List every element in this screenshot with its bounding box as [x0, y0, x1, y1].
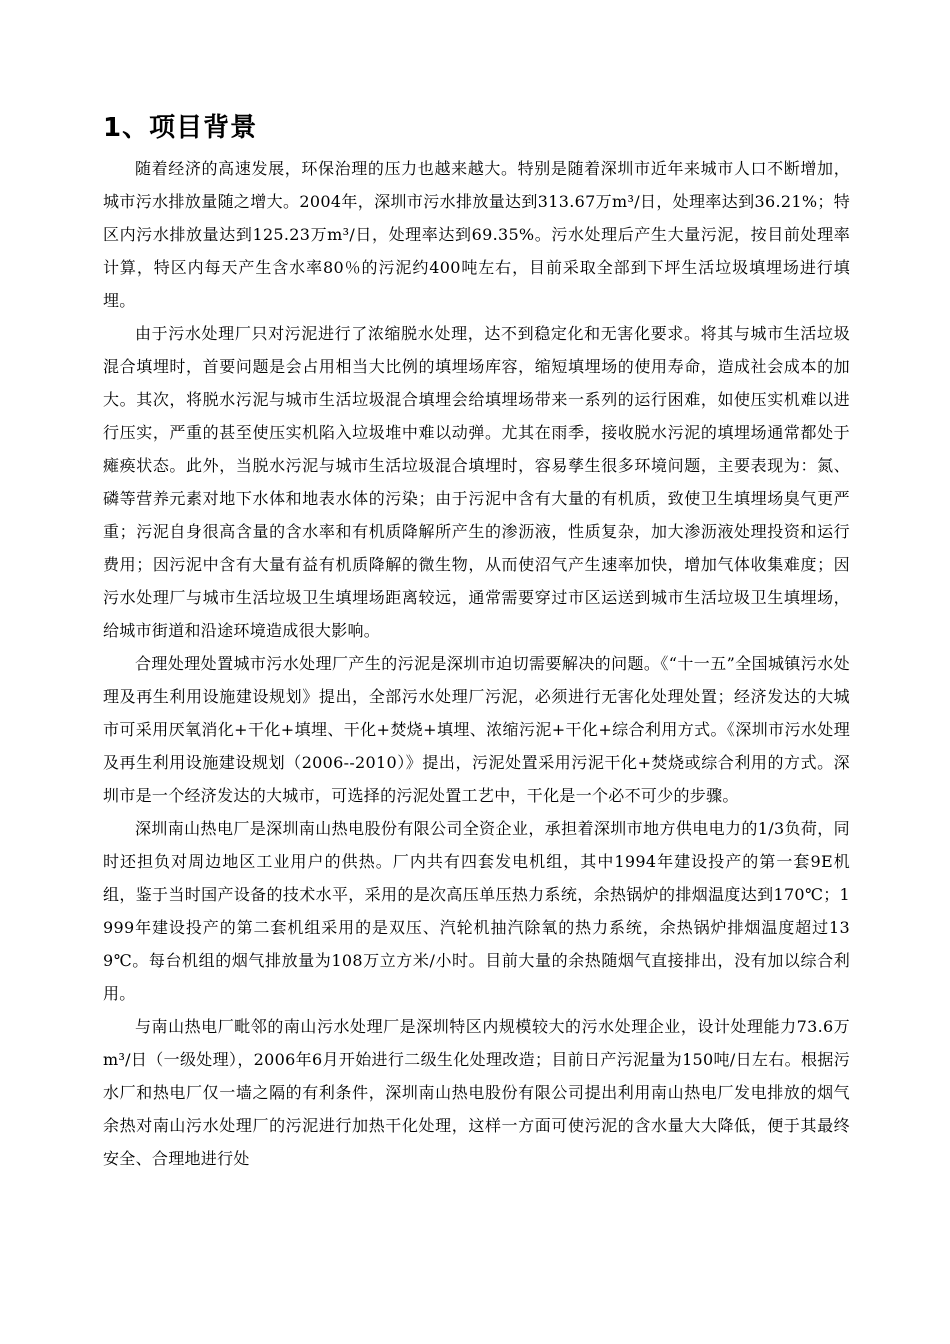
paragraph-power-plant: 深圳南山热电厂是深圳南山热电股份有限公司全资企业，承担着深圳市地方供电电力的1/3负荷，同时还担负对周边地区工业用户的供热。厂内共有四套发电机组，其中1994年建设投产的第一套9E机组，鉴于当时国产设备的技术水平，采用的是次高压单压热力系统，余热锅炉的排烟温度达到170℃；1999年建设投产的第二套机组采用的是双压、汽轮机抽汽除氧的热力系统，余热锅炉排烟温度超过139℃。每台机组的烟气排放量为108万立方米/小时。目前大量的余热随烟气直接排出，没有加以综合利用。	[103, 819, 850, 1003]
paragraph-background-growth: 随着经济的高速发展，环保治理的压力也越来越大。特别是随着深圳市近年来城市人口不断增加，城市污水排放量随之增大。2004年，深圳市污水排放量达到313.67万m³/日，处理率达到36.21%；特区内污水排放量达到125.23万m³/日，处理率达到69.35%。污水处理后产生大量污泥，按目前处理率计算，特区内每天产生含水率80％的污泥约400吨左右，目前采取全部到下坪生活垃圾填埋场进行填埋。	[103, 159, 850, 310]
paragraph-landfill-problems: 由于污水处理厂只对污泥进行了浓缩脱水处理，达不到稳定化和无害化要求。将其与城市生活垃圾混合填埋时，首要问题是会占用相当大比例的填埋场库容，缩短填埋场的使用寿命，造成社会成本的加大。其次，将脱水污泥与城市生活垃圾混合填埋会给填埋场带来一系列的运行困难，如使压实机难以进行压实，严重的甚至使压实机陷入垃圾堆中难以动弹。尤其在雨季，接收脱水污泥的填埋场通常都处于瘫痪状态。此外，当脱水污泥与城市生活垃圾混合填埋时，容易孳生很多环境问题，主要表现为：氮、磷等营养元素对地下水体和地表水体的污染；由于污泥中含有大量的有机质，致使卫生填埋场臭气更严重；污泥自身很高含量的含水率和有机质降解所产生的渗沥液，性质复杂，加大渗沥液处理投资和运行费用；因污泥中含有大量有益有机质降解的微生物，从而使沼气产生速率加快，增加气体收集难度；因污水处理厂与城市生活垃圾卫生填埋场距离较远，通常需要穿过市区运送到城市生活垃圾卫生填埋场，给城市街道和沿途环境造成很大影响。	[103, 324, 850, 640]
paragraph-wastewater-plant: 与南山热电厂毗邻的南山污水处理厂是深圳特区内规模较大的污水处理企业，设计处理能力73.6万m³/日（一级处理），2006年6月开始进行二级生化处理改造；目前日产污泥量为150吨/日左右。根据污水厂和热电厂仅一墙之隔的有利条件，深圳南山热电股份有限公司提出利用南山热电厂发电排放的烟气余热对南山污水处理厂的污泥进行加热干化处理，这样一方面可使污泥的含水量大大降低，便于其最终安全、合理地进行处	[103, 1017, 850, 1168]
document-page	[103, 108, 850, 1175]
section-heading: 1、项目背景	[103, 113, 258, 143]
paragraph-planning-policy: 合理处理处置城市污水处理厂产生的污泥是深圳市迫切需要解决的问题。《“十一五”全国城镇污水处理及再生利用设施建设规划》提出，全部污水处理厂污泥，必须进行无害化处理处置；经济发达的大城市可采用厌氧消化+干化+填埋、干化+焚烧+填埋、浓缩污泥+干化+综合利用方式。《深圳市污水处理及再生利用设施建设规划（2006--2010）》提出，污泥处置采用污泥干化+焚烧或综合利用的方式。深圳市是一个经济发达的大城市，可选择的污泥处置工艺中，干化是一个必不可少的步骤。	[103, 654, 850, 805]
